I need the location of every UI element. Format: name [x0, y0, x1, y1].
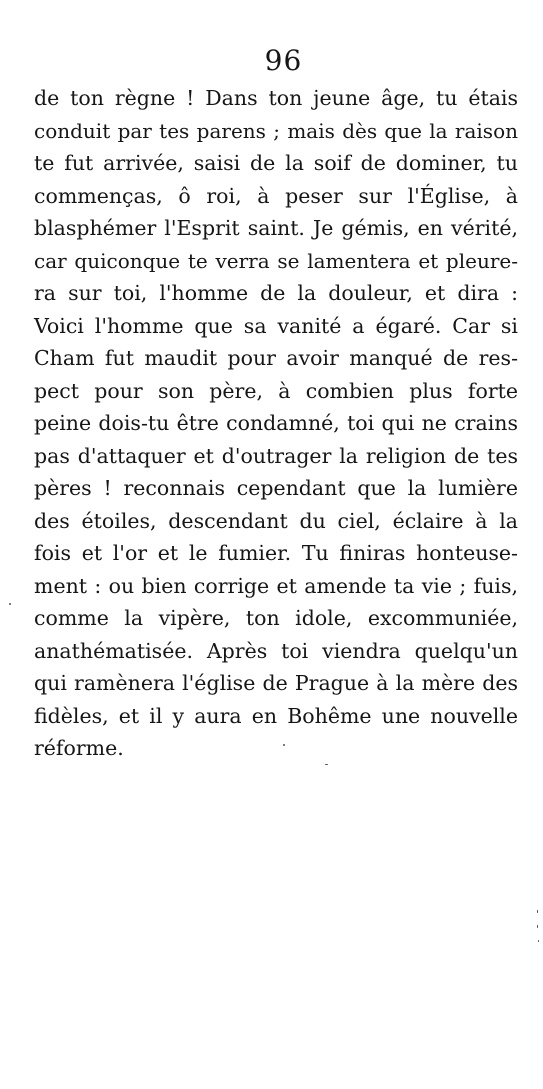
print-speck [537, 910, 538, 913]
text-line: pères ! reconnais cependant que la lumière [34, 476, 518, 500]
print-speck [9, 603, 11, 605]
text-line: réforme. [34, 736, 124, 760]
text-line: Cham fut maudit pour avoir manqué de res- [34, 346, 518, 370]
text-line: peine dois-tu être condamné, toi qui ne crains [34, 411, 518, 435]
text-line: comme la vipère, ton idole, excommuniée, [34, 606, 518, 630]
text-line: pect pour son père, à combien plus forte [34, 378, 518, 403]
text-line: Voici l'homme que sa vanité a égaré. Car si [34, 313, 518, 338]
text-line: te fut arrivée, saisi de la soif de dominer, tu [34, 151, 518, 175]
print-speck [537, 925, 538, 928]
print-speck [325, 764, 328, 765]
text-line: qui ramènera l'église de Prague à la mère des [34, 671, 518, 695]
text-line: anathématisée. Après toi viendra quelqu'un [34, 638, 518, 663]
text-line: ment : ou bien corrige et amende ta vie ; fuis, [34, 573, 518, 598]
text-line: ra sur toi, l'homme de la douleur, et dira : [34, 281, 518, 305]
text-line: fois et l'or et le fumier. Tu finiras honteuse- [34, 541, 518, 565]
text-line: pas d'attaquer et d'outrager la religion de tes [34, 443, 518, 468]
text-line: fidèles, et il y aura en Bohême une nouvelle [34, 703, 518, 728]
text-line: de ton règne ! Dans ton jeune âge, tu étais [34, 86, 518, 110]
text-line: car quiconque te verra se lamentera et pleure- [34, 248, 518, 273]
print-speck [538, 940, 539, 942]
text-line: des étoiles, descendant du ciel, éclaire à la [34, 508, 518, 533]
page-number: 96 [264, 44, 303, 77]
body-text [34, 82, 518, 765]
print-speck [283, 744, 285, 746]
text-line: conduit par tes parens ; mais dès que la raison [34, 118, 518, 143]
text-line: blasphémer l'Esprit saint. Je gémis, en vérité, [34, 216, 518, 240]
text-line: commenças, ô roi, à peser sur l'Église, à [34, 183, 518, 208]
